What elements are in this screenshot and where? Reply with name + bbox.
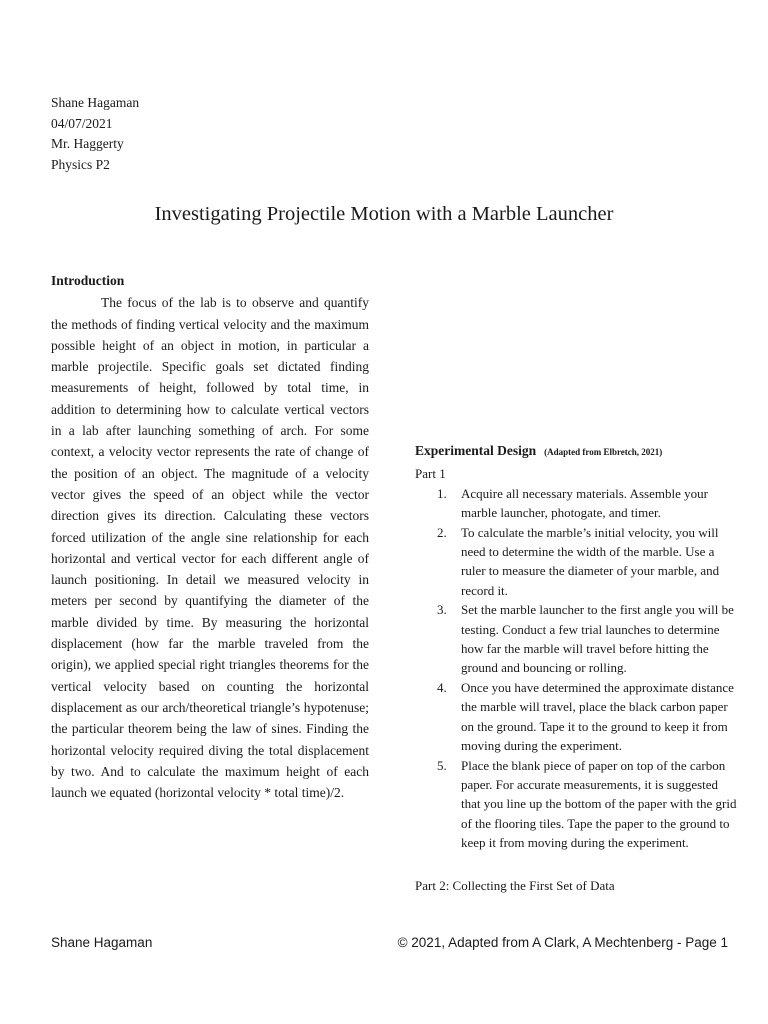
step-number: 3. <box>437 602 447 618</box>
introduction-heading: Introduction <box>51 273 125 288</box>
step-text: To calculate the marble’s initial velocity, you will need to determine the width of the marble. Use a ruler to measure the diameter of your marble, and record it. <box>461 524 720 598</box>
list-item <box>415 756 740 853</box>
step-number: 2. <box>437 524 447 540</box>
step-text: Set the marble launcher to the first angle you will be testing. Conduct a few trial launches to determine how far the marble will travel before hitting the ground and bouncing or rolling. <box>461 602 734 676</box>
list-item <box>415 600 740 678</box>
document-date: 04/07/2021 <box>51 115 113 131</box>
footer-author: Shane Hagaman <box>51 935 153 950</box>
adaptation-note: (Adapted from Elbretch, 2021) <box>544 447 663 457</box>
experimental-design-section <box>415 441 740 895</box>
step-text: Place the blank piece of paper on top of the carbon paper. For accurate measurements, it is suggested that you line up the bottom of the paper with the grid of the flooring tiles. Tape the paper to the ground to keep it from moving during the experiment. <box>461 757 737 851</box>
document-header <box>51 93 139 175</box>
step-number: 4. <box>437 679 447 695</box>
experimental-design-heading-line <box>415 441 740 462</box>
document-title: Investigating Projectile Motion with a Marble Launcher <box>154 203 614 225</box>
introduction-section <box>51 270 369 803</box>
step-text: Acquire all necessary materials. Assemble your marble launcher, photogate, and timer. <box>461 485 708 521</box>
part2-label: Part 2: Collecting the First Set of Data <box>415 877 615 893</box>
list-item <box>415 484 740 523</box>
list-item <box>415 523 740 601</box>
part1-label: Part 1 <box>415 466 446 482</box>
list-item <box>415 678 740 756</box>
author-name: Shane Hagaman <box>51 95 140 110</box>
introduction-body: The focus of the lab is to observe and quantify the methods of finding vertical velocity and the maximum possible height of an object in motion, in particular a marble projectile. Specific goals set dictated finding measurements of height, followed by total time, in addition to determining how to calculate vertical vectors in a lab after launching something of arch. For some context, a velocity vector represents the rate of change of the position of an object. The magnitude of a velocity vector gives the speed of an object while the vector direction gives its direction. Calculating these vectors forced utilization of the angle sine relationship for each horizontal and vertical vector for each different angle of launch positioning. In detail we measured velocity in meters per second by quantifying the diameter of the marble divided by time. By measuring the horizontal displacement (how far the marble traveled from the origin), we applied special right triangles theorems for the vertical velocity based on counting the horizontal displacement as our arch/theoretical triangle’s hypotenuse; the particular theorem being the law of sines. Finding the horizontal velocity required diving the total displacement by two. And to calculate the maximum height of each launch we equated (horizontal velocity * total time)/2. <box>51 295 369 801</box>
step-text: Once you have determined the approximate distance the marble will travel, place the black carbon paper on the ground. Tape it to the ground to keep it from moving during the experiment. <box>461 679 734 754</box>
step-number: 1. <box>437 485 447 501</box>
footer-copyright: © 2021, Adapted from A Clark, A Mechtenberg - Page 1 <box>397 935 728 950</box>
teacher-name: Mr. Haggerty <box>51 136 124 151</box>
step-number: 5. <box>437 757 447 773</box>
class-period: Physics P2 <box>51 156 110 172</box>
procedure-steps <box>415 484 740 853</box>
experimental-design-heading: Experimental Design <box>415 443 537 458</box>
